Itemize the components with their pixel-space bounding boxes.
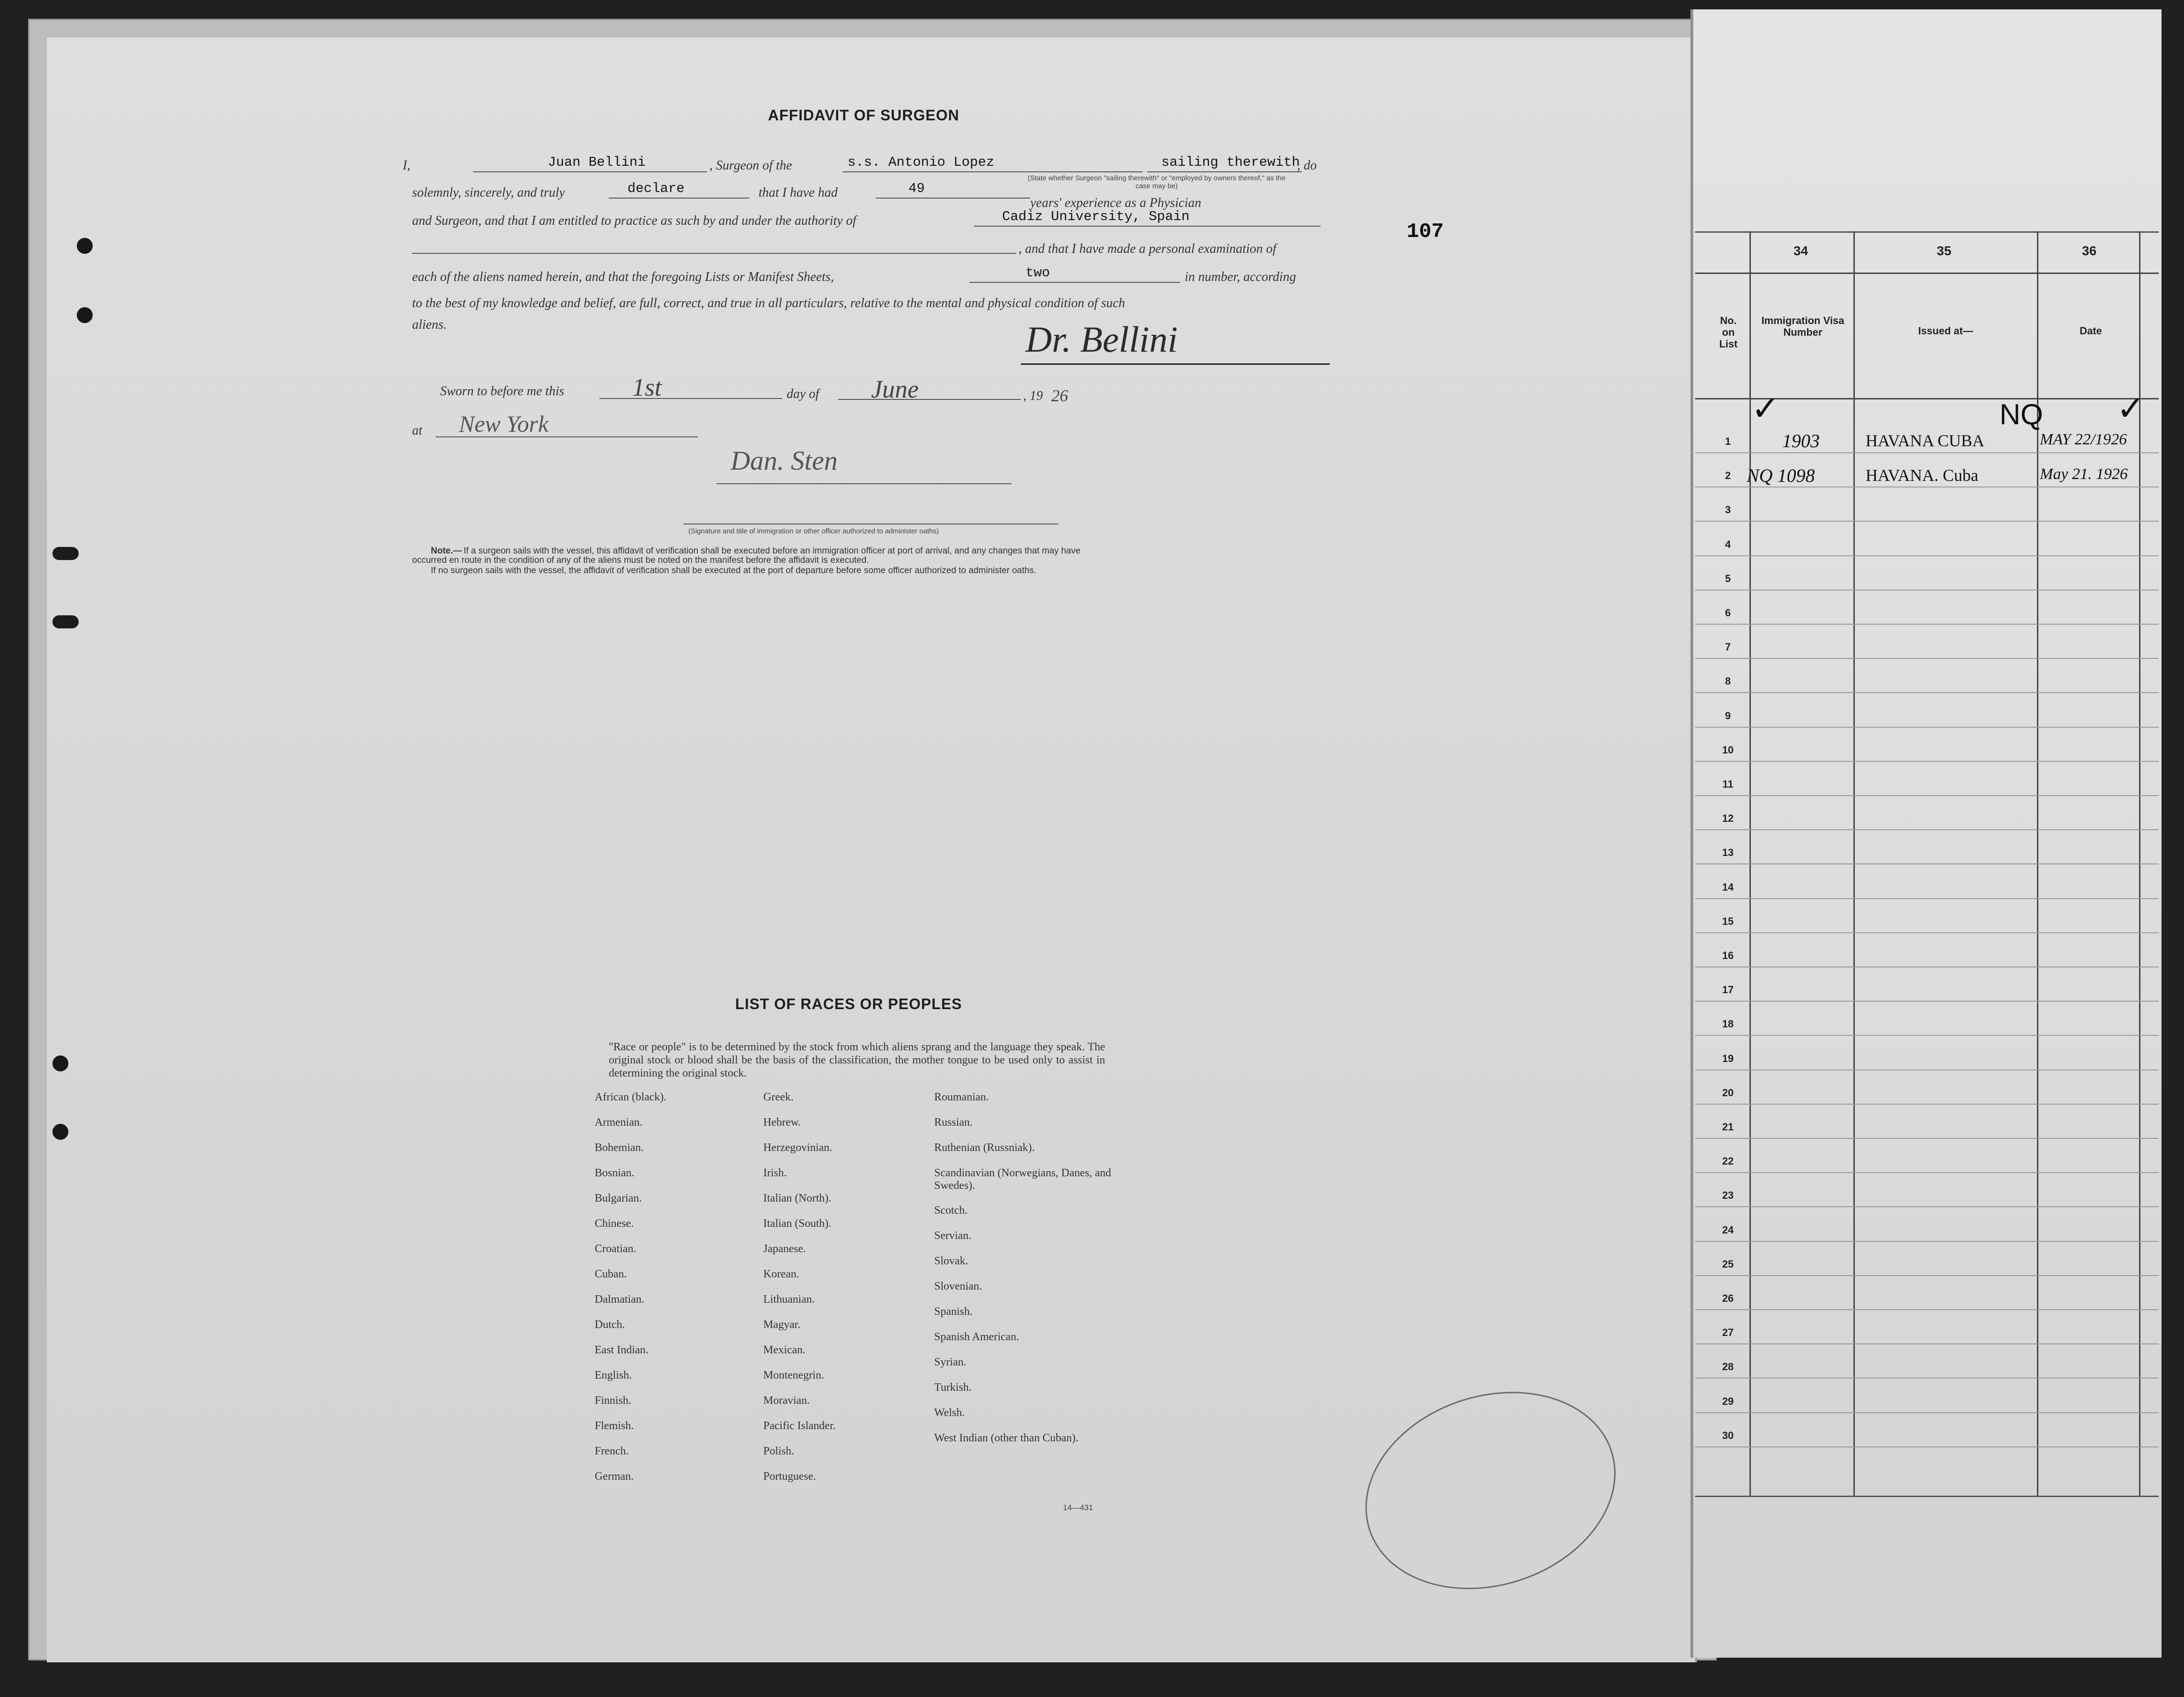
race-item: Hebrew. [763,1116,801,1129]
row-number: 10 [1722,744,1734,756]
sig-caption: (Signature and title of immigration or other officer authorized to administer oaths) [688,527,939,535]
race-item: Croatian. [595,1243,636,1255]
binder-hole [52,1055,68,1071]
note-line-3: If no surgeon sails with the vessel, the affidavit of verification shall be executed at the port of departure before some officer authorized to administer oaths. [431,566,1037,576]
row-number: 4 [1725,538,1731,550]
row-number: 27 [1722,1327,1734,1339]
race-item: German. [595,1470,634,1483]
table-row [1695,452,2159,453]
binder-slot [52,547,79,560]
row-number: 24 [1722,1224,1734,1236]
race-item: Dutch. [595,1319,625,1331]
table-row [1695,1206,2159,1207]
note-line-1: If a surgeon sails with the vessel, this affidavit of verification shall be executed before an immigration officer at port of arrival, and any changes that may have [464,546,1081,556]
status-underline [1147,171,1302,172]
surgeon-of-label: , Surgeon of the [709,158,792,173]
table-row [1695,521,2159,522]
header-no-on-list: No. on List [1719,315,1738,350]
row-number: 20 [1722,1086,1734,1099]
table-row [1695,1104,2159,1105]
race-item: Bohemian. [595,1142,644,1154]
race-item: Lithuanian. [763,1293,815,1306]
authority-underline [974,226,1321,227]
table-row [1695,1172,2159,1173]
races-title: LIST OF RACES OR PEOPLES [735,996,962,1012]
table-row [1695,1241,2159,1242]
race-item: Scandinavian (Norwegians, Danes, and Swedes). [934,1167,1111,1192]
check-mark: ✓ [2117,389,2145,428]
row-number: 6 [1725,607,1731,619]
table-top-rule [1695,231,2159,233]
race-item: East Indian. [595,1344,649,1356]
row-number: 8 [1725,675,1731,687]
row-number: 30 [1722,1429,1734,1441]
note-label: Note.— [431,546,462,556]
race-item: Scotch. [934,1204,968,1217]
race-item: Italian (South). [763,1217,832,1230]
row-number: 19 [1722,1052,1734,1064]
race-item: Korean. [763,1268,799,1280]
table-row [1695,932,2159,933]
table-row [1695,555,2159,556]
row-number: 22 [1722,1155,1734,1167]
do-label: , do [1297,158,1317,173]
race-item: Magyar. [763,1319,801,1331]
race-item: Italian (North). [763,1192,832,1204]
row-number: 5 [1725,572,1731,584]
race-item: Syrian. [934,1356,967,1368]
years-underline [876,198,1030,199]
row1-visa: 1903 [1782,430,1820,451]
declare-word: declare [627,181,685,196]
table-row [1695,1412,2159,1413]
officer-signature: Dan. Sten [730,445,838,476]
form-code: 14—431 [1063,1503,1093,1512]
solemnly-text: solemnly, sincerely, and truly [412,185,565,200]
col-number-35: 35 [1937,243,1952,258]
row-number: 21 [1722,1121,1734,1133]
row2-visa: NQ 1098 [1747,465,1815,486]
race-item: Finnish. [595,1394,632,1407]
table-row [1695,692,2159,693]
sheets-underline [969,282,1180,283]
race-item: Greek. [763,1091,794,1103]
race-item: Dalmatian. [595,1293,644,1306]
col-number-34: 34 [1793,243,1808,258]
table-row [1695,1446,2159,1447]
name-underline [473,171,707,172]
surgeon-signature: Dr. Bellini [1026,319,1178,360]
race-item: Montenegrin. [763,1369,824,1381]
race-item: Herzegovinian. [763,1142,833,1154]
row-number: 12 [1722,812,1734,825]
nq-annotation: NQ [2000,398,2043,431]
header-date: Date [2080,325,2102,337]
colnum-rule [1695,273,2159,274]
row-number: 25 [1722,1258,1734,1270]
race-item: Chinese. [595,1217,634,1230]
table-row [1695,761,2159,762]
table-row [1695,1275,2159,1276]
race-item: Irish. [763,1167,787,1179]
row-number: 1 [1725,435,1731,447]
race-item: Bosnian. [595,1167,635,1179]
header-visa-number: Immigration Visa Number [1761,315,1845,338]
table-row [1695,1378,2159,1379]
race-item: Cuban. [595,1268,627,1280]
table-row [1695,1343,2159,1344]
race-item: West Indian (other than Cuban). [934,1432,1078,1444]
year-prefix: , 19 [1023,389,1043,403]
have-had-text: that I have had [759,185,838,200]
table-row [1695,1138,2159,1139]
years-value: 49 [908,181,925,196]
race-item: Slovak. [934,1255,968,1267]
row-number: 14 [1722,881,1734,893]
row-number: 23 [1722,1189,1734,1202]
row1-date: MAY 22/1926 [2040,431,2127,448]
race-item: Spanish. [934,1306,973,1318]
officer-sig-underline [716,483,1011,484]
table-row [1695,1035,2159,1036]
table-bottom-rule [1695,1496,2159,1497]
signature-underline [1021,363,1330,365]
affidavit-title: AFFIDAVIT OF SURGEON [768,107,959,124]
races-column-3 [934,1091,1112,1460]
table-row [1695,898,2159,899]
binder-hole [52,1124,68,1140]
table-row [1695,829,2159,830]
race-item: Spanish American. [934,1331,1019,1343]
race-item: Pacific Islander. [763,1420,836,1432]
year-value: 26 [1051,386,1068,405]
month-value: June [871,375,919,403]
race-item: Ruthenian (Russniak). [934,1142,1035,1154]
sheets-value: two [1026,265,1050,280]
race-item: Japanese. [763,1243,806,1255]
race-item: Turkish. [934,1381,972,1394]
race-item: Polish. [763,1445,795,1457]
row-number: 28 [1722,1361,1734,1373]
race-item: Russian. [934,1116,973,1129]
table-row [1695,795,2159,796]
row-number: 7 [1725,641,1731,653]
binder-hole [77,307,93,323]
header-issued-at: Issued at— [1918,325,1973,337]
month-underline [838,399,1021,400]
race-item: Servian. [934,1230,972,1242]
row2-date: May 21. 1926 [2040,465,2128,483]
race-item: English. [595,1369,632,1381]
aliens-text: aliens. [412,317,447,332]
table-row [1695,624,2159,625]
and-surgeon-text: and Surgeon, and that I am entitled to practice as such by and under the authority of [412,214,856,228]
row-number: 11 [1722,778,1734,790]
race-item: Bulgarian. [595,1192,642,1204]
races-intro: "Race or people" is to be determined by the stock from which aliens sprang and the language they speak. The original stock or blood shall be the basis of the classification, the mother tongue to be used only to assist in determining the original stock. [609,1041,1105,1079]
race-item: French. [595,1445,629,1457]
table-row [1695,863,2159,864]
race-item: Welsh. [934,1407,965,1419]
race-item: African (black). [595,1091,667,1103]
race-item: Roumanian. [934,1091,989,1103]
row-number: 2 [1725,470,1731,482]
surgeon-status: sailing therewith [1161,155,1300,170]
row-number: 13 [1722,847,1734,859]
day-underline [599,398,782,399]
authority-value: Cadiz University, Spain [1002,209,1190,224]
row-number: 16 [1722,950,1734,961]
row-number: 17 [1722,984,1734,996]
vessel-underline [843,171,1143,172]
declare-underline [609,198,749,199]
day-of-text: day of [787,387,819,401]
personal-exam-text: , and that I have made a personal examination of [1018,242,1276,256]
col-number-36: 36 [2082,243,2097,258]
row1-issued: HAVANA CUBA [1866,431,1985,450]
race-item: Mexican. [763,1344,805,1356]
at-label: at [412,423,422,438]
table-row [1695,658,2159,659]
check-mark: ✓ [1751,389,1780,428]
row-number: 9 [1725,709,1731,722]
table-row [1695,727,2159,728]
row-number: 3 [1725,504,1731,516]
note-line-2: occurred en route in the condition of any of the aliens must be noted on the manifest before the affidavit is executed. [412,555,869,565]
table-row [1695,1309,2159,1310]
row-number: 18 [1722,1018,1734,1030]
row2-issued: HAVANA. Cuba [1866,466,1978,485]
race-item: Portuguese. [763,1470,816,1483]
status-note: (State whether Surgeon "sailing therewith" or "employed by owners thereof," as the case may be) [1027,174,1286,190]
in-number-text: in number, according [1185,270,1296,284]
table-row [1695,1001,2159,1002]
i-label: I, [403,158,411,173]
years-experience-text: years' experience as a Physician [1030,196,1202,210]
vessel-name: s.s. Antonio Lopez [848,155,995,170]
row-number: 26 [1722,1292,1734,1304]
race-item: Moravian. [763,1394,810,1407]
place-value: New York [459,411,549,437]
each-of-text: each of the aliens named herein, and that the foregoing Lists or Manifest Sheets, [412,270,834,284]
race-item: Armenian. [595,1116,642,1129]
races-column-1 [595,1091,763,1496]
surgeon-name: Juan Bellini [548,155,646,170]
day-value: 1st [632,373,662,401]
sworn-text: Sworn to before me this [440,384,564,398]
row-number: 15 [1722,915,1734,927]
binder-hole [77,238,93,254]
blank-underline [412,253,1016,254]
best-of-text: to the best of my knowledge and belief, are full, correct, and true in all particulars, relative to the mental and physical condition of such [412,296,1125,310]
page-number: 107 [1407,220,1444,243]
row-number: 29 [1722,1395,1734,1407]
race-item: Slovenian. [934,1280,982,1292]
binder-slot [52,615,79,628]
races-column-2 [763,1091,932,1496]
race-item: Flemish. [595,1420,634,1432]
